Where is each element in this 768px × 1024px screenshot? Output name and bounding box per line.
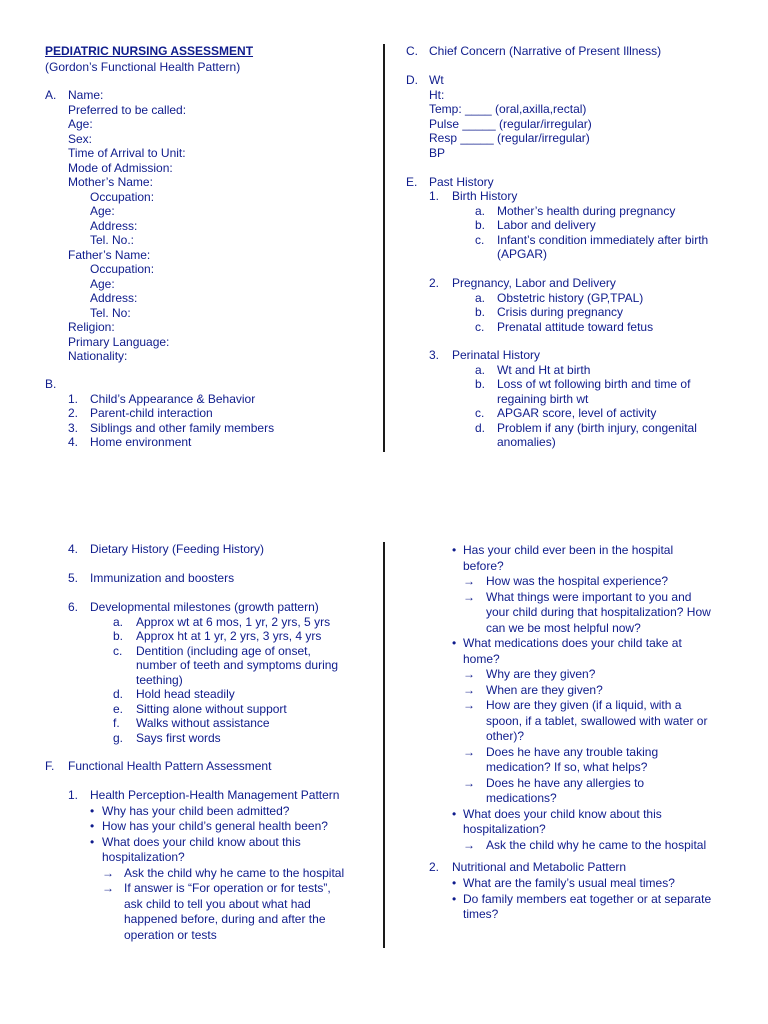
arrow-right-icon: →: [463, 698, 475, 712]
follow-up-text: operation or tests: [124, 927, 217, 942]
follow-up-text: spoon, if a tablet, swallowed with water or: [486, 713, 708, 728]
milestone-item: Hold head steadily: [136, 687, 235, 701]
perinatal-history-number: 3.: [429, 348, 440, 362]
patient-info-label: Preferred to be called:: [68, 102, 187, 117]
functional-health-title: Functional Health Pattern Assessment: [68, 759, 272, 773]
father-info-label: Occupation:: [90, 262, 155, 276]
pregnancy-history-number: 2.: [429, 276, 440, 290]
milestone-letter: c.: [113, 643, 123, 658]
perinatal-history-title: Perinatal History: [452, 348, 541, 362]
milestone-item: teething): [136, 672, 183, 687]
follow-up-text: Ask the child why he came to the hospital: [124, 865, 345, 880]
vital-sign-label: Temp: ____ (oral,axilla,rectal): [429, 102, 587, 116]
question-text: times?: [463, 907, 499, 921]
page-subtitle: (Gordon’s Functional Health Pattern): [45, 60, 241, 74]
question-text: home?: [463, 651, 500, 666]
father-info-label: Address:: [90, 291, 138, 305]
follow-up-text: your child during that hospitalization? How: [486, 605, 711, 619]
follow-up-text: medication? If so, what helps?: [486, 760, 648, 774]
follow-up-text: other)?: [486, 729, 525, 743]
question-text: What are the family’s usual meal times?: [463, 876, 675, 890]
birth-history-item: Labor and delivery: [497, 218, 596, 232]
question-text: before?: [463, 558, 504, 573]
birth-history-number: 1.: [429, 189, 440, 203]
question-text: hospitalization?: [102, 850, 185, 864]
item-number: 6.: [68, 600, 79, 614]
section-b-number: 2.: [68, 406, 79, 420]
perinatal-history-item-continued: regaining birth wt: [497, 391, 589, 406]
follow-up-text: can we be most helpful now?: [486, 620, 641, 635]
arrow-right-icon: →: [463, 744, 475, 759]
pregnancy-history-title: Pregnancy, Labor and Delivery: [452, 276, 616, 290]
pregnancy-history-item-letter: b.: [475, 305, 486, 319]
birth-history-item-letter: c.: [475, 232, 485, 247]
pregnancy-history-item-letter: c.: [475, 319, 485, 334]
milestone-item: Dentition (including age of onset,: [136, 643, 311, 658]
item-number: 1.: [68, 788, 79, 802]
milestone-item: Approx wt at 6 mos, 1 yr, 2 yrs, 5 yrs: [136, 614, 331, 629]
milestone-item: Says first words: [136, 730, 221, 745]
chief-concern-label: Chief Concern (Narrative of Present Illness): [429, 44, 662, 58]
section-f-letter: F.: [45, 759, 55, 773]
section-b-item: Home environment: [90, 435, 192, 449]
developmental-milestones-label: Developmental milestones (growth pattern): [90, 600, 319, 614]
birth-history-item-letter: a.: [475, 203, 486, 218]
father-name-label: Father’s Name:: [68, 247, 151, 262]
item-number: 4.: [68, 542, 79, 556]
bullet-icon: •: [90, 834, 95, 849]
follow-up-text: When are they given?: [486, 682, 603, 697]
milestone-letter: d.: [113, 687, 124, 701]
section-b-letter: B.: [45, 377, 57, 391]
bullet-icon: •: [90, 803, 95, 818]
patient-info-label: Mother’s Name:: [68, 175, 153, 189]
vital-sign-label: Ht:: [429, 87, 445, 102]
follow-up-text: How are they given (if a liquid, with a: [486, 698, 682, 712]
vital-sign-label: BP: [429, 145, 446, 160]
perinatal-history-item: Wt and Ht at birth: [497, 362, 591, 377]
question-text: What does your child know about this: [102, 834, 301, 849]
follow-up-text: If answer is “For operation or for tests”,: [124, 881, 331, 895]
section-b-number: 4.: [68, 435, 79, 449]
arrow-right-icon: →: [102, 881, 114, 895]
birth-history-item: Infant’s condition immediately after birth: [497, 232, 709, 247]
milestone-letter: g.: [113, 730, 124, 745]
follow-up-text: Does he have any allergies to: [486, 775, 645, 790]
mother-info-label: Tel. No.:: [90, 233, 135, 247]
milestone-letter: e.: [113, 701, 124, 716]
arrow-right-icon: →: [102, 865, 114, 880]
section-b-item: Siblings and other family members: [90, 420, 275, 435]
question-text: hospitalization?: [463, 822, 546, 836]
arrow-right-icon: →: [463, 667, 475, 681]
pregnancy-history-item: Crisis during pregnancy: [497, 305, 624, 319]
birth-history-item-letter: b.: [475, 218, 486, 232]
arrow-right-icon: →: [463, 682, 475, 697]
milestone-item: number of teeth and symptoms during: [136, 658, 339, 672]
patient-info-label: Time of Arrival to Unit:: [68, 146, 186, 160]
milestone-letter: a.: [113, 614, 124, 629]
patient-info-label: Primary Language:: [68, 334, 170, 349]
patient-info-label: Age:: [68, 117, 93, 131]
follow-up-text: Ask the child why he came to the hospital: [486, 837, 707, 852]
follow-up-text: medications?: [486, 791, 557, 805]
follow-up-text: What things were important to you and: [486, 589, 692, 604]
milestone-letter: b.: [113, 629, 124, 643]
milestone-item: Approx ht at 1 yr, 2 yrs, 3 yrs, 4 yrs: [136, 629, 322, 643]
pregnancy-history-item-letter: a.: [475, 290, 486, 305]
immunization-label: Immunization and boosters: [90, 571, 235, 585]
question-text: Why has your child been admitted?: [102, 803, 290, 818]
health-perception-title: Health Perception-Health Management Pattern: [90, 788, 340, 802]
column-divider: [383, 44, 385, 452]
bullet-icon: •: [452, 891, 457, 906]
section-c-letter: C.: [406, 44, 418, 58]
mother-info-label: Occupation:: [90, 189, 155, 204]
question-text: Do family members eat together or at separate: [463, 891, 712, 906]
section-b-number: 3.: [68, 420, 79, 435]
pregnancy-history-item: Prenatal attitude toward fetus: [497, 319, 654, 334]
milestone-item: Sitting alone without support: [136, 701, 287, 716]
bullet-icon: •: [452, 806, 457, 821]
arrow-right-icon: →: [463, 775, 475, 790]
bullet-icon: •: [452, 636, 457, 650]
perinatal-history-item: Loss of wt following birth and time of: [497, 377, 691, 391]
bullet-icon: •: [452, 543, 457, 557]
birth-history-title: Birth History: [452, 189, 518, 203]
father-info-label: Tel. No:: [90, 305, 131, 320]
perinatal-history-item-letter: c.: [475, 406, 485, 420]
section-e-letter: E.: [406, 175, 418, 189]
nutritional-pattern-title: Nutritional and Metabolic Pattern: [452, 860, 627, 874]
dietary-history-label: Dietary History (Feeding History): [90, 542, 265, 556]
mother-info-label: Address:: [90, 218, 138, 233]
follow-up-text: How was the hospital experience?: [486, 574, 669, 588]
birth-history-item: Mother’s health during pregnancy: [497, 203, 676, 218]
patient-info-label: Nationality:: [68, 349, 128, 363]
patient-info-label: Mode of Admission:: [68, 160, 173, 175]
mother-info-label: Age:: [90, 204, 115, 218]
follow-up-text: happened before, during and after the: [124, 912, 326, 926]
perinatal-history-item-letter: b.: [475, 377, 486, 391]
birth-history-item-continued: (APGAR): [497, 247, 548, 261]
vital-sign-label: Wt: [429, 73, 444, 87]
section-b-number: 1.: [68, 391, 79, 406]
follow-up-text: Why are they given?: [486, 667, 596, 681]
column-divider: [383, 542, 385, 948]
perinatal-history-item-continued: anomalies): [497, 435, 556, 449]
section-b-item: Child’s Appearance & Behavior: [90, 391, 256, 406]
arrow-right-icon: →: [463, 837, 475, 852]
perinatal-history-item: Problem if any (birth injury, congenital: [497, 420, 697, 435]
arrow-right-icon: →: [463, 589, 475, 604]
item-number: 2.: [429, 860, 440, 874]
perinatal-history-item-letter: a.: [475, 362, 486, 377]
milestone-letter: f.: [113, 716, 120, 730]
arrow-right-icon: →: [463, 574, 475, 588]
vital-sign-label: Resp _____ (regular/irregular): [429, 131, 590, 145]
pregnancy-history-item: Obstetric history (GP,TPAL): [497, 290, 644, 305]
patient-info-label: Religion:: [68, 320, 115, 334]
section-b-item: Parent-child interaction: [90, 406, 213, 420]
question-text: What medications does your child take at: [463, 636, 682, 650]
past-history-title: Past History: [429, 175, 494, 189]
bullet-icon: •: [452, 876, 457, 890]
question-text: What does your child know about this: [463, 806, 662, 821]
section-d-letter: D.: [406, 73, 418, 87]
item-number: 5.: [68, 571, 79, 585]
follow-up-text: ask child to tell you about what had: [124, 896, 311, 911]
patient-info-label: Name:: [68, 88, 104, 102]
perinatal-history-item: APGAR score, level of activity: [497, 406, 657, 420]
bullet-icon: •: [90, 819, 95, 833]
question-text: How has your child’s general health been?: [102, 819, 328, 833]
father-info-label: Age:: [90, 276, 115, 291]
patient-info-label: Sex:: [68, 131, 93, 146]
vital-sign-label: Pulse _____ (regular/irregular): [429, 116, 592, 131]
section-a-letter: A.: [45, 88, 57, 102]
page-title: PEDIATRIC NURSING ASSESSMENT: [45, 44, 254, 58]
follow-up-text: Does he have any trouble taking: [486, 744, 659, 759]
milestone-item: Walks without assistance: [136, 716, 270, 730]
perinatal-history-item-letter: d.: [475, 420, 486, 435]
question-text: Has your child ever been in the hospital: [463, 543, 674, 557]
